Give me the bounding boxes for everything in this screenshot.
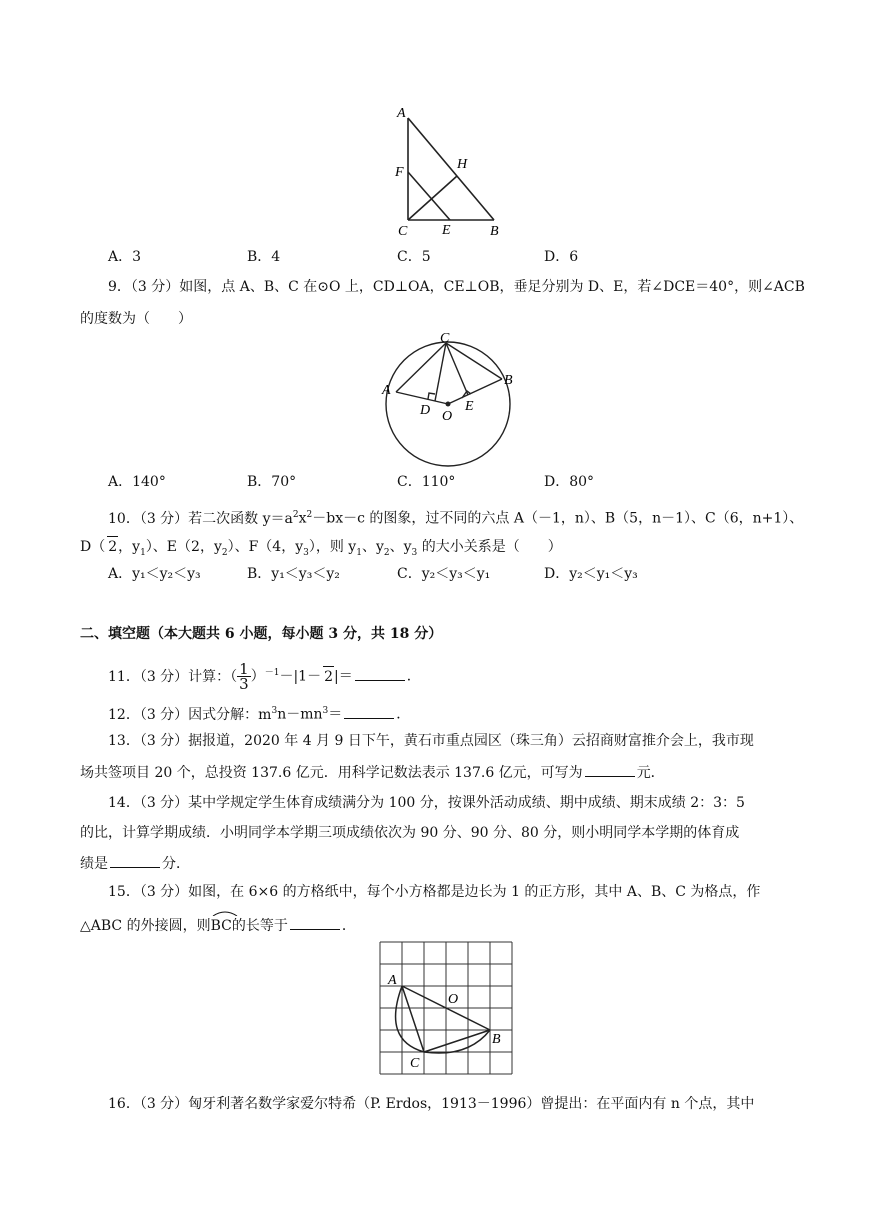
q9-label-d: D xyxy=(420,403,431,418)
q12-answer-blank[interactable] xyxy=(344,704,394,719)
section-title-fill-in: 二、填空题（本大题共 6 小题，每小题 3 分，共 18 分） xyxy=(80,626,443,642)
q11-answer-blank[interactable] xyxy=(355,666,405,681)
q16-stem-line1: 16．（3 分）匈牙利著名数学家爱尔特希（P. Erdos，1913－1996）曾提出：在平面内有 n 个点，其中 xyxy=(108,1096,755,1112)
q8-triangle-figure xyxy=(390,100,510,240)
q10-option-c: C．y₂＜y₃＜y₁ xyxy=(397,566,491,582)
q8-option-c: C．5 xyxy=(397,249,431,265)
q13-answer-blank[interactable] xyxy=(585,762,635,777)
q11-stem: 11．（3 分）计算：（ $\frac{1}{3}$ ）$^{-1}$－|1－ 2|＝ ． xyxy=(108,660,421,693)
q10-option-a: A．y₁＜y₂＜y₃ xyxy=(108,566,201,582)
q13-stem-line1: 13．（3 分）据报道，2020 年 4 月 9 日下午，黄石市重点园区（珠三角）云招商财富推介会上，我市现 xyxy=(108,733,754,749)
q8-option-d: D．6 xyxy=(544,249,579,265)
q10-option-b: B．y₁＜y₃＜y₂ xyxy=(247,566,340,582)
q9-option-d: D．80° xyxy=(544,474,595,490)
q9-label-o: O xyxy=(442,409,453,424)
q8-option-a: A．3 xyxy=(108,249,142,265)
q10-option-d: D．y₂＜y₁＜y₃ xyxy=(544,566,638,582)
q9-label-a: A xyxy=(382,383,391,398)
q15-grid-figure xyxy=(378,940,518,1080)
q9-option-a: A．140° xyxy=(108,474,166,490)
q15-label-c: C xyxy=(410,1056,420,1071)
q15-stem-line1: 15．（3 分）如图，在 6×6 的方格纸中，每个小方格都是边长为 1 的正方形，其中 A、B、C 为格点，作 xyxy=(108,884,761,900)
q10-stem-line1: 10．（3 分）若二次函数 $y=a^2x^2-bx-c$ 的图象，过不同的六点 A（－1，n）、B（5，n－1）、C（6，n+1）、 xyxy=(108,510,804,527)
q8-label-b: B xyxy=(490,224,499,239)
q15-label-o: O xyxy=(448,992,459,1007)
q9-option-b: B．70° xyxy=(247,474,297,490)
q8-label-e: E xyxy=(442,223,451,238)
arc-symbol-icon xyxy=(211,910,239,916)
q8-option-b: B．4 xyxy=(247,249,281,265)
q9-label-e: E xyxy=(465,399,474,414)
q9-label-b: B xyxy=(504,373,513,388)
q9-option-c: C．110° xyxy=(397,474,456,490)
q15-label-b: B xyxy=(492,1032,501,1047)
q15-label-a: A xyxy=(388,973,397,988)
q13-stem-line2: 场共签项目 20 个，总投资 137.6 亿元．用科学记数法表示 137.6 亿元，可写为 元． xyxy=(80,762,665,783)
q8-label-c: C xyxy=(398,224,408,239)
q14-stem-line2: 的比，计算学期成绩．小明同学本学期三项成绩依次为 90 分、90 分、80 分，则小明同学本学期的体育成 xyxy=(80,825,740,841)
q10-stem-line2: D（ 2，$y_1$）、E（2，$y_2$）、F（4，$y_3$），则 $y_1$、$y_2$、$y_3$ 的大小关系是（ ） xyxy=(80,536,562,563)
q9-stem-line1: 9．（3 分）如图，点 A、B、C 在⊙O 上，CD⊥OA，CE⊥OB，垂足分别为 D、E，若∠DCE＝40°，则∠ACB xyxy=(108,279,805,295)
q9-stem-line2: 的度数为（ ） xyxy=(80,311,192,327)
q14-stem-line1: 14．（3 分）某中学规定学生体育成绩满分为 100 分，按课外活动成绩、期中成绩、期末成绩 2：3：5 xyxy=(108,795,745,811)
q14-stem-line3: 绩是 分． xyxy=(80,853,190,874)
arc-bc-symbol: BC xyxy=(211,912,232,936)
q14-answer-blank[interactable] xyxy=(110,853,160,868)
q15-stem-line2: △ABC 的外接圆，则 BC的长等于 ． xyxy=(80,912,356,936)
q9-circle-figure xyxy=(378,330,528,470)
q9-label-c: C xyxy=(440,331,450,346)
q15-answer-blank[interactable] xyxy=(290,915,340,930)
q8-label-a: A xyxy=(397,106,406,121)
q8-label-f: F xyxy=(395,165,404,180)
q8-label-h: H xyxy=(457,157,468,172)
q12-stem: 12．（3 分）因式分解：$m^3n-mn^3=$ ． xyxy=(80,701,410,725)
